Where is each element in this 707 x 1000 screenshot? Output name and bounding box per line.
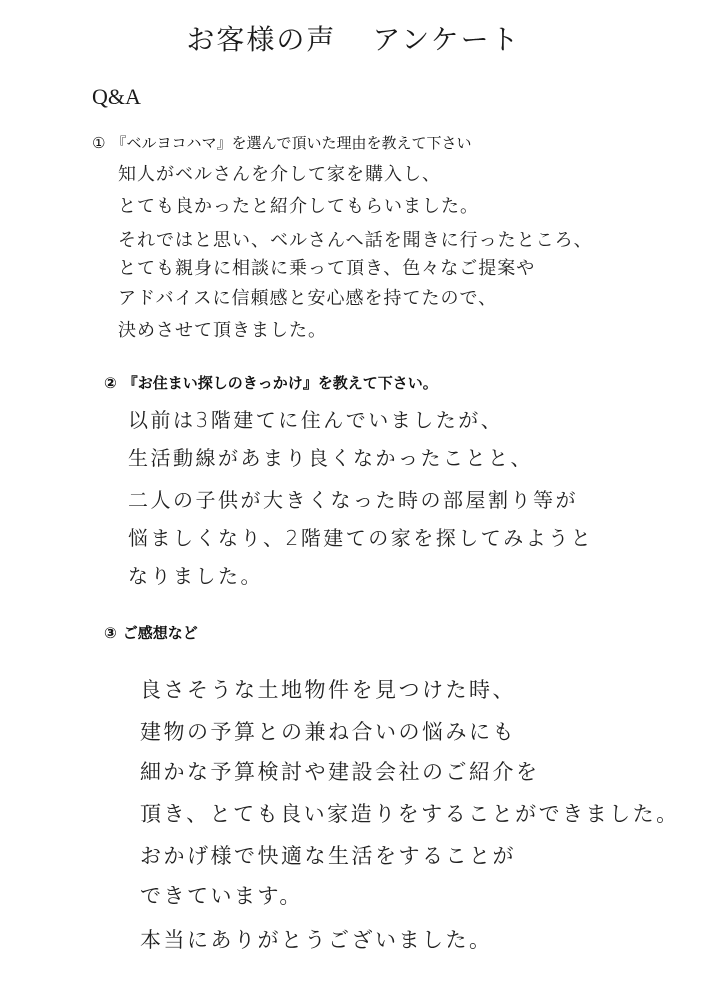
page-title-sub: アンケート (372, 23, 521, 56)
answer-line: アドバイスに信頼感と安心感を持てたので、 (118, 288, 498, 309)
question-2 (104, 372, 438, 393)
answer-line: 二人の子供が大きくなった時の部屋割り等が (128, 488, 578, 512)
answer-line: 建物の予算との兼ね合いの悩みにも (140, 720, 516, 744)
page-title-main: お客様の声 (186, 23, 337, 56)
answer-line: 知人がベルさんを介して家を購入し、 (118, 164, 441, 185)
answer-line: おかげ様で快適な生活をすることが (140, 844, 516, 868)
question-1 (92, 132, 471, 153)
answer-line: とても良かったと紹介してもらいました。 (118, 196, 479, 217)
answer-line: 細かな予算検討や建設会社のご紹介を (140, 760, 540, 784)
answer-line: 本当にありがとうございました。 (140, 928, 493, 952)
answer-line: それではと思い、ベルさんへ話を聞きに行ったところ、 (118, 230, 593, 251)
question-text: 『ベルヨコハマ』を選んで頂いた理由を教えて下さい (111, 134, 472, 152)
answer-line: 以前は3階建てに住んでいましたが、 (128, 408, 504, 432)
answer-line: 悩ましくなり、2階建ての家を探してみようと (128, 526, 594, 550)
question-3 (104, 622, 198, 643)
question-text: ご感想など (122, 624, 198, 642)
qa-heading: Q&A (92, 84, 141, 109)
question-number: ① (92, 134, 106, 152)
answer-line: 決めさせて頂きました。 (118, 320, 327, 341)
answer-line: 生活動線があまり良くなかったことと、 (128, 446, 533, 470)
answer-line: できています。 (140, 884, 303, 908)
answer-line: 頂き、とても良い家造りをすることができました。 (140, 802, 680, 826)
question-number: ② (104, 374, 117, 392)
question-text: 『お住まい探しのきっかけ』を教えて下さい。 (122, 374, 438, 392)
answer-line: 良さそうな土地物件を見つけた時、 (140, 678, 516, 702)
answer-line: とても親身に相談に乗って頂き、色々なご提案や (118, 258, 536, 279)
answer-line: なりました。 (128, 564, 263, 588)
question-number: ③ (104, 624, 117, 642)
page-title (0, 18, 707, 58)
